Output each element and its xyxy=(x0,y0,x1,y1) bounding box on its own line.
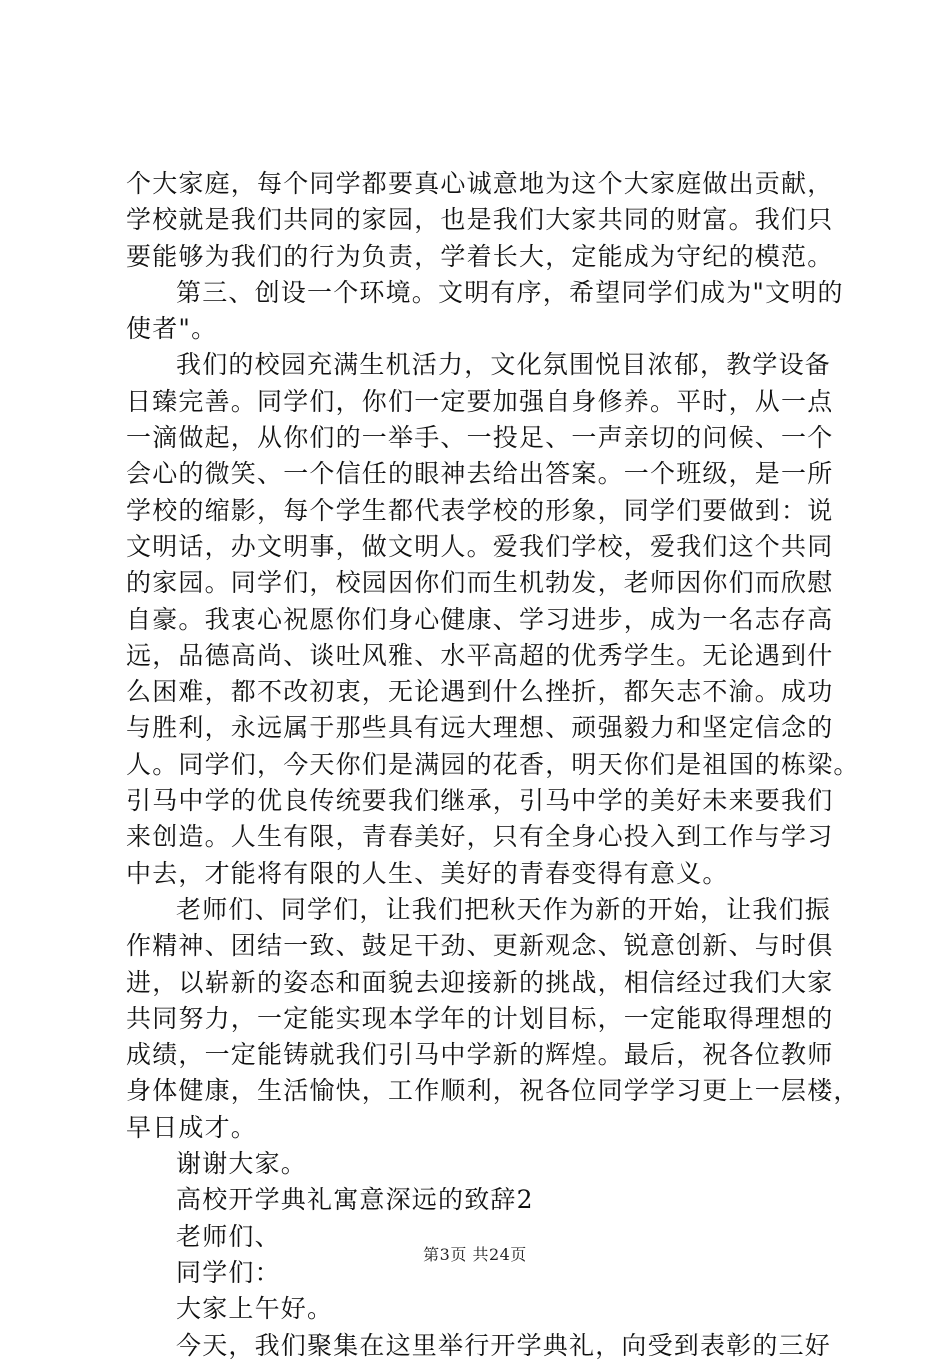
text-line: 的家园。同学们，校园因你们而生机勃发，老师因你们而欣慰 xyxy=(126,568,834,598)
text-line: 老师们、 xyxy=(176,1221,281,1251)
text-line: 学校的缩影，每个学生都代表学校的形象，同学们要做到：说 xyxy=(126,495,834,525)
text-line: 谢谢大家。 xyxy=(176,1149,308,1179)
text-line: 引马中学的优良传统要我们继承，引马中学的美好未来要我们 xyxy=(126,786,834,816)
section-title: 高校开学典礼寓意深远的致辞2 xyxy=(176,1185,534,1215)
text-line: 人。同学们，今天你们是满园的花香，明天你们是祖国的栋梁。 xyxy=(126,749,860,779)
text-line: 个大家庭，每个同学都要真心诚意地为这个大家庭做出贡献， xyxy=(126,169,834,198)
text-line: 我们的校园充满生机活力，文化氛围悦目浓郁，教学设备 xyxy=(176,350,832,380)
text-line: 进，以崭新的姿态和面貌去迎接新的挑战，相信经过我们大家 xyxy=(126,967,834,997)
text-line: 身体健康，生活愉快，工作顺利，祝各位同学学习更上一层楼， xyxy=(126,1076,860,1106)
text-line: 成绩，一定能铸就我们引马中学新的辉煌。最后，祝各位教师 xyxy=(126,1040,834,1070)
text-line: 么困难，都不改初衷，无论遇到什么挫折，都矢志不渝。成功 xyxy=(126,677,834,707)
text-line: 学校就是我们共同的家园，也是我们大家共同的财富。我们只 xyxy=(126,205,834,235)
document-body xyxy=(126,166,860,1364)
text-line: 早日成才。 xyxy=(126,1112,258,1142)
text-line: 同学们： xyxy=(176,1257,281,1287)
text-line: 一滴做起，从你们的一举手、一投足、一声亲切的问候、一个 xyxy=(126,423,834,453)
text-line: 自豪。我衷心祝愿你们身心健康、学习进步，成为一名志存高 xyxy=(126,604,834,634)
text-line: 大家上午好。 xyxy=(176,1294,334,1324)
text-line: 日臻完善。同学们，你们一定要加强自身修养。平时，从一点 xyxy=(126,386,834,416)
page-number-footer: 第3页 共24页 xyxy=(423,1245,527,1264)
text-line: 使者"。 xyxy=(126,314,218,344)
text-line: 作精神、团结一致、鼓足干劲、更新观念、锐意创新、与时俱 xyxy=(126,931,834,961)
text-line: 共同努力，一定能实现本学年的计划目标，一定能取得理想的 xyxy=(126,1003,834,1033)
text-line: 文明话，办文明事，做文明人。爱我们学校，爱我们这个共同 xyxy=(126,531,834,561)
text-line: 来创造。人生有限，青春美好，只有全身心投入到工作与学习 xyxy=(126,822,834,852)
text-line: 与胜利，永远属于那些具有远大理想、顽强毅力和坚定信念的 xyxy=(126,713,834,743)
text-line: 中去，才能将有限的人生、美好的青春变得有意义。 xyxy=(126,858,729,888)
text-line: 会心的微笑、一个信任的眼神去给出答案。一个班级，是一所 xyxy=(126,459,834,489)
text-line: 老师们、同学们，让我们把秋天作为新的开始，让我们振 xyxy=(176,894,832,924)
text-line: 远，品德高尚、谈吐风雅、水平高超的优秀学生。无论遇到什 xyxy=(126,640,834,670)
text-line: 今天，我们聚集在这里举行开学典礼，向受到表彰的三好 xyxy=(176,1330,832,1360)
text-line: 第三、创设一个环境。文明有序，希望同学们成为"文明的 xyxy=(176,277,844,307)
text-line: 要能够为我们的行为负责，学着长大，定能成为守纪的模范。 xyxy=(126,241,834,271)
